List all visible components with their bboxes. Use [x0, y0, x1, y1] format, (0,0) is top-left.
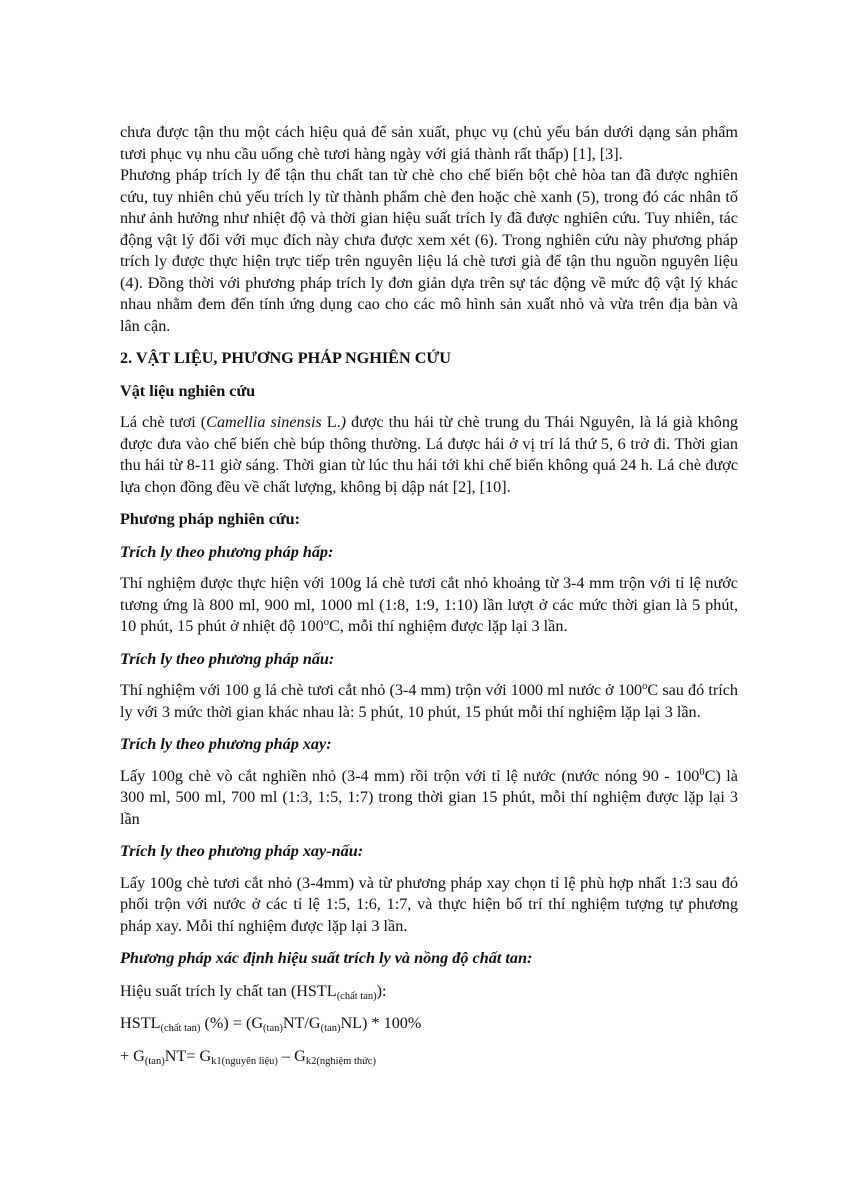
subheading-boil-extraction: Trích ly theo phương pháp nấu: [120, 649, 335, 668]
paragraph-blend-boil-extraction: Lấy 100g chè tươi cắt nhỏ (3-4mm) và từ phương pháp xay chọn tỉ lệ phù hợp nhất 1:3 sau đó phối trộn với nước ở các tỉ lệ 1:5, 1:6, 1:7, và thực hiện bố trí thí nghiệm tượng tự phương pháp xay. Mỗi thí nghiệm được lặp lại 3 lần. [120, 873, 738, 935]
paragraph-extraction-background: Phương pháp trích ly để tận thu chất tan từ chè cho chế biến bột chè hòa tan đã được nghiên cứu, tuy nhiên chủ yếu trích ly từ thành phẩm chè đen hoặc chè xanh (5), trong đó các nhân tố như ảnh hưởng như nhiệt độ và thời gian hiệu suất trích ly đã được nghiên cứu. Tuy nhiên, tác động vật lý đối với mục đích này chưa được xem xét (6). Trong nghiên cứu này phương pháp trích ly được thực hiện trực tiếp trên nguyên liệu lá chè tươi già để tận thu nguồn nguyên liệu (4). Đồng thời với phương pháp trích ly đơn giản dựa trên sự tác động về mức độ vật lý khác nhau nhằm đem đến tính ứng dụng cao cho các mô hình sản xuất nhỏ và vừa trên địa bàn và lân cận. [120, 166, 738, 335]
paragraph-boil-extraction: Thí nghiệm với 100 g lá chè tươi cắt nhỏ (3-4 mm) trộn với 1000 ml nước ở 100$^o$C sau đó trích ly với 3 mức thời gian khác nhau là: 5 phút, 10 phút, 15 phút mỗi thí nghiệm lặp lại 3 lần. [120, 681, 738, 721]
subheading-materials: Vật liệu nghiên cứu [120, 381, 256, 400]
species-name: Camellia sinensis [206, 413, 322, 431]
subheading-yield-method: Phương pháp xác định hiệu suất trích ly và nồng độ chất tan: [120, 949, 533, 967]
formula-solute-mass: + $G_{(tan)}NT= G_{k1(nguyên liệu)} - G_{k2(nghiệm thức)}$ [120, 1046, 376, 1067]
subheading-blend-extraction: Trích ly theo phương pháp xay: [120, 735, 332, 753]
subheading-methods: Phương pháp nghiên cứu: [120, 510, 300, 528]
paragraph-steam-extraction: Thí nghiệm được thực hiện với 100g lá chè tươi cắt nhỏ khoảng từ 3-4 mm trộn với tỉ lệ nước tương ứng là 800 ml, 900 ml, 1000 ml (1:8, 1:9, 1:10) lần lượt ở các mức thời gian là 5 phút, 10 phút, 15 phút ở nhiệt độ 100$^o$C, mỗi thí nghiệm được lặp lại 3 lần. [120, 574, 738, 635]
formula-intro: Hiệu suất trích ly chất $\tan (HSTL_{(chất tan)})$: [120, 981, 387, 1002]
section-heading-materials-methods: 2. VẬT LIỆU, PHƯƠNG PHÁP NGHIÊN CỨU [120, 349, 451, 367]
document-page [120, 122, 738, 1067]
subheading-steam-extraction: Trích ly theo phương pháp hấp: [120, 542, 334, 561]
subheading-blend-boil-extraction: Trích ly theo phương pháp xay-nấu: [120, 842, 364, 860]
formula-yield: $HSTL_{(chất tan)}$ (%) = $(G_{(tan)}NT/G_{(tan)}NL) * 100\%$ [120, 1014, 422, 1034]
paragraph-materials: Lá chè tươi (Camellia sinensis L.) được thu hái từ chè trung du Thái Nguyên, là lá già không được đưa vào chế biến chè búp thông thường. Lá được hái ở vị trí lá thứ 5, 6 trở đi. Thời gian thu hái từ 8-11 giờ sáng. Thời gian từ lúc thu hái tới khi chế biến không quá 24 h. Lá chè được lựa chọn đồng đều về chất lượng, không bị dập nát [2], [10]. [120, 413, 739, 496]
paragraph-blend-extraction: Lấy 100g chè vò cắt nghiền nhỏ (3-4 mm) rồi trộn với tỉ lệ nước (nước nóng $90 - 100^0C$) là 300 ml, 500 ml, 700 ml (1:3, 1:5, 1:7) trong thời gian 15 phút, mỗi thí nghiệm được lặp lại 3 lần [120, 766, 738, 828]
paragraph-intro-continued: chưa được tận thu một cách hiệu quả để sản xuất, phục vụ (chủ yếu bán dưới dạng sản phẩm tươi phục vụ nhu cầu uống chè tươi hàng ngày với giá thành rất thấp) [1], [3]. [120, 123, 738, 163]
